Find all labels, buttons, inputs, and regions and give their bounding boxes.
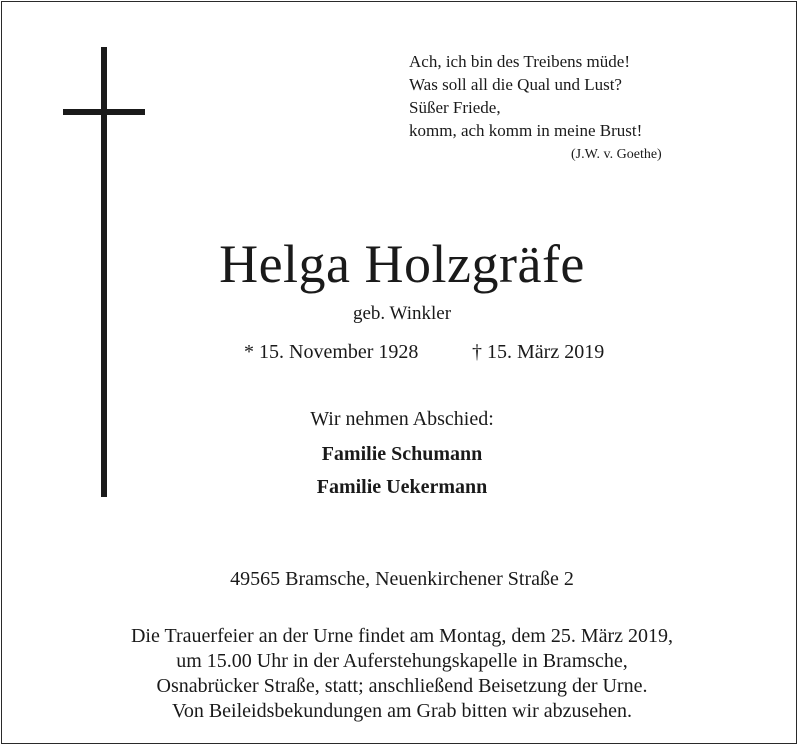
cross-horizontal-bar xyxy=(63,109,145,115)
death-date: † 15. März 2019 xyxy=(472,341,605,363)
deceased-name: Helga Holzgräfe xyxy=(219,234,585,294)
farewell-intro: Wir nehmen Abschied: xyxy=(310,408,494,430)
poem-attribution: (J.W. v. Goethe) xyxy=(571,147,662,162)
service-line: um 15.00 Uhr in der Auferstehungskapelle in Bramsche, xyxy=(176,650,628,672)
poem-line: Was soll all die Qual und Lust? xyxy=(409,75,622,94)
poem-line: komm, ach komm in meine Brust! xyxy=(409,121,643,140)
address: 49565 Bramsche, Neuenkirchener Straße 2 xyxy=(230,568,574,590)
service-details xyxy=(2,624,800,724)
service-line: Die Trauerfeier an der Urne findet am Montag, dem 25. März 2019, xyxy=(130,625,674,647)
poem xyxy=(409,50,642,142)
mourner-family: Familie Schumann xyxy=(321,443,483,465)
service-line: Osnabrücker Straße, statt; anschließend Beisetzung der Urne. xyxy=(156,675,648,697)
obituary-notice xyxy=(1,1,797,744)
mourner-family: Familie Uekermann xyxy=(316,476,488,498)
poem-line: Süßer Friede, xyxy=(409,98,501,117)
service-line: Von Beileidsbekundungen am Grab bitten wir abzusehen. xyxy=(171,700,633,722)
birth-date: * 15. November 1928 xyxy=(244,341,419,363)
poem-line: Ach, ich bin des Treibens müde! xyxy=(409,52,630,71)
birth-name: geb. Winkler xyxy=(352,303,452,324)
